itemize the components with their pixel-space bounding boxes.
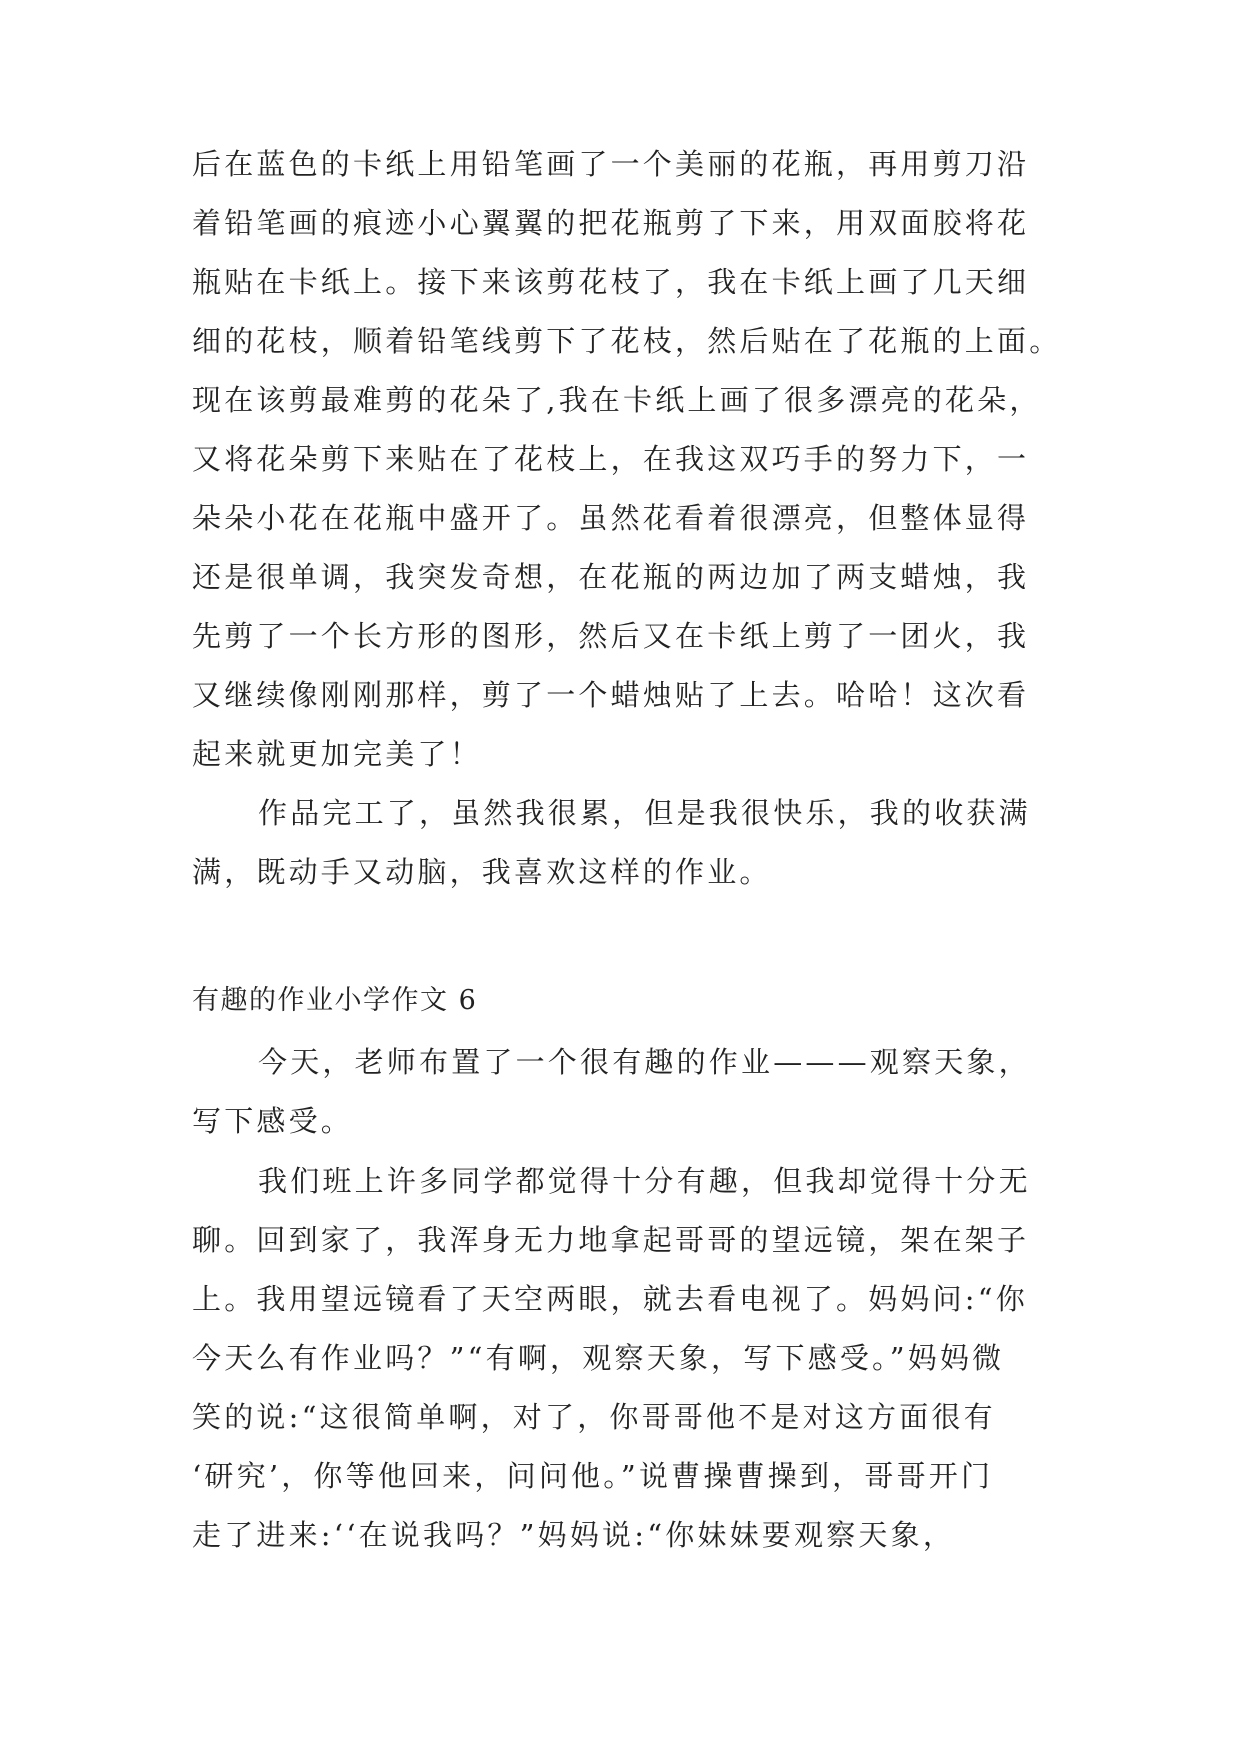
text-line: 聊。回到家了，我浑身无力地拿起哥哥的望远镜，架在架子 <box>192 1223 1030 1257</box>
text-line: 作品完工了，虽然我很累，但是我很快乐，我的收获满 <box>258 796 1031 830</box>
text-line: 写下感受。 <box>192 1104 354 1138</box>
text-line: 着铅笔画的痕迹小心翼翼的把花瓶剪了下来，用双面胶将花 <box>192 206 1030 240</box>
text-line: 我们班上许多同学都觉得十分有趣，但我却觉得十分无 <box>258 1164 1031 1198</box>
text-line: 今天，老师布置了一个很有趣的作业———观察天象， <box>258 1045 1031 1079</box>
text-line: 又继续像刚刚那样，剪了一个蜡烛贴了上去。哈哈！这次看 <box>192 678 1030 712</box>
text-line: 细的花枝，顺着铅笔线剪下了花枝，然后贴在了花瓶的上面。 <box>192 324 1062 358</box>
text-line: 先剪了一个长方形的图形，然后又在卡纸上剪了一团火，我 <box>192 619 1030 653</box>
text-line: 瓶贴在卡纸上。接下来该剪花枝了，我在卡纸上画了几天细 <box>192 265 1030 299</box>
text-line: 今天么有作业吗？”“有啊，观察天象，写下感受。”妈妈微 <box>192 1341 1005 1375</box>
text-line: 现在该剪最难剪的花朵了,我在卡纸上画了很多漂亮的花朵， <box>192 383 1042 417</box>
text-line: 又将花朵剪下来贴在了花枝上，在我这双巧手的努力下，一 <box>192 442 1030 476</box>
text-line: 还是很单调，我突发奇想，在花瓶的两边加了两支蜡烛，我 <box>192 560 1030 594</box>
text-line: ‘研究’，你等他回来，问问他。”说曹操曹操到，哥哥开门 <box>192 1459 994 1493</box>
text-line: 笑的说:“这很简单啊，对了，你哥哥他不是对这方面很有 <box>192 1400 996 1434</box>
essay-heading: 有趣的作业小学作文 6 <box>192 985 478 1016</box>
text-line: 朵朵小花在花瓶中盛开了。虽然花看着很漂亮，但整体显得 <box>192 501 1030 535</box>
text-line: 后在蓝色的卡纸上用铅笔画了一个美丽的花瓶，再用剪刀沿 <box>192 147 1030 181</box>
text-line: 满，既动手又动脑，我喜欢这样的作业。 <box>192 855 772 889</box>
text-line: 起来就更加完美了！ <box>192 737 482 771</box>
text-line: 走了进来:‘‘在说我吗？”妈妈说:“你妹妹要观察天象， <box>192 1518 956 1552</box>
text-line: 上。我用望远镜看了天空两眼，就去看电视了。妈妈问:“你 <box>192 1282 1028 1316</box>
